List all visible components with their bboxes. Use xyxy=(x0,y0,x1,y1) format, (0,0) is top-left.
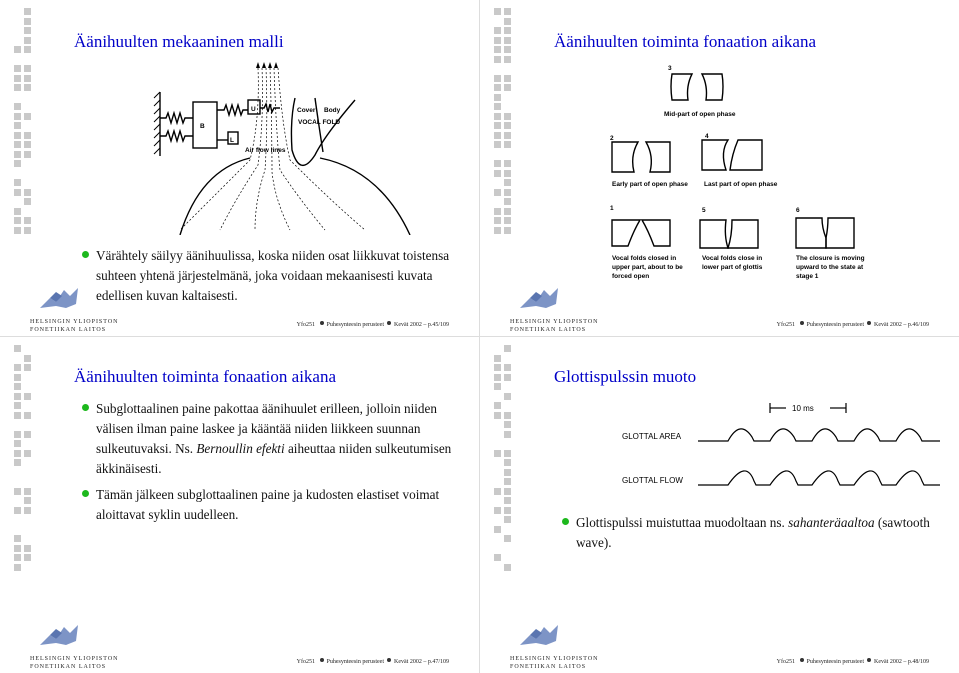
decorative-square xyxy=(14,46,21,53)
decorative-square xyxy=(504,8,511,15)
decorative-square xyxy=(24,113,31,120)
university-name: HELSINGIN YLIOPISTON FONETIIKAN LAITOS xyxy=(510,319,599,333)
decorative-square xyxy=(14,217,21,224)
decorative-square xyxy=(494,160,501,167)
glottal-pulse-figure xyxy=(620,399,950,499)
decorative-square xyxy=(504,497,511,504)
decorative-square xyxy=(504,27,511,34)
decorative-square xyxy=(494,355,501,362)
decorative-square xyxy=(504,469,511,476)
decorative-square xyxy=(494,94,501,101)
decorative-square xyxy=(494,27,501,34)
decorative-square xyxy=(14,84,21,91)
decorative-square xyxy=(494,227,501,234)
decorative-square xyxy=(14,75,21,82)
decorative-square xyxy=(494,8,501,15)
label-u: U xyxy=(251,106,256,113)
decorative-square xyxy=(504,217,511,224)
decorative-square xyxy=(504,75,511,82)
university-name: HELSINGIN YLIOPISTON FONETIIKAN LAITOS xyxy=(30,656,119,670)
slide-title: Äänihuulten toiminta fonaation aikana xyxy=(554,32,817,51)
decorative-square xyxy=(24,431,31,438)
time-scale-label: 10 ms xyxy=(792,404,814,413)
university-logo-icon xyxy=(36,615,82,651)
decorative-square xyxy=(14,545,21,552)
decorative-square xyxy=(494,364,501,371)
decorative-square xyxy=(504,421,511,428)
decorative-square xyxy=(14,132,21,139)
decorative-square xyxy=(24,27,31,34)
decorative-square xyxy=(494,37,501,44)
decorative-square xyxy=(504,488,511,495)
decorative-square xyxy=(504,141,511,148)
caption-6-line2: upward to the state at xyxy=(796,264,864,271)
decorative-square xyxy=(504,507,511,514)
decorative-square xyxy=(494,374,501,381)
stage-5-number: 5 xyxy=(702,207,706,214)
slide-47 xyxy=(0,337,479,673)
bullet-list xyxy=(96,399,456,531)
slide-46 xyxy=(480,0,959,336)
caption-1-line1: Vocal folds closed in xyxy=(612,255,677,262)
university-logo-icon xyxy=(36,278,82,314)
decorative-square xyxy=(24,554,31,561)
mechanical-model-figure xyxy=(140,60,470,235)
decorative-square xyxy=(14,179,21,186)
bullet-icon xyxy=(562,518,569,525)
footer-info: Yfo251 Puhesynteesin perusteet Kevät 2002 – p.45/109 xyxy=(296,322,449,328)
decorative-square xyxy=(494,554,501,561)
bullet-icon xyxy=(82,404,89,411)
decorative-square xyxy=(14,113,21,120)
glottal-flow-label: GLOTTAL FLOW xyxy=(622,476,683,485)
decorative-square xyxy=(14,65,21,72)
footer-info: Yfo251 Puhesynteesin perusteet Kevät 2002 – p.48/109 xyxy=(776,659,929,665)
decorative-square xyxy=(494,122,501,129)
decorative-square xyxy=(494,84,501,91)
decorative-square xyxy=(24,450,31,457)
decorative-square xyxy=(504,227,511,234)
decorative-square xyxy=(504,18,511,25)
decorative-square xyxy=(494,103,501,110)
decorative-square xyxy=(24,217,31,224)
decorative-square xyxy=(14,160,21,167)
decorative-square xyxy=(494,507,501,514)
bullet-item: Subglottaalinen paine pakottaa äänihuulet erilleen, jolloin niiden välisen ilman paine laskee ja kääntää niiden liikkeen suunnan sulkeutuvaksi. Ns. Bernoullin efekti aiheuttaa niiden sulkeutumisen äkkinäisesti. xyxy=(96,399,456,479)
decorative-square xyxy=(504,478,511,485)
decorative-square xyxy=(504,516,511,523)
decorative-square xyxy=(24,488,31,495)
bullet-item: Glottispulssi muistuttaa muodoltaan ns. sahanteräaaltoa (sawtooth wave). xyxy=(576,513,936,553)
decorative-square xyxy=(14,141,21,148)
caption-5-line1: Vocal folds close in xyxy=(702,255,763,262)
vocal-fold-phases-figure xyxy=(610,60,950,290)
decorative-square xyxy=(494,170,501,177)
label-vocal-fold: VOCAL FOLD xyxy=(298,119,341,126)
caption-6-line3: stage 1 xyxy=(796,273,819,280)
decorative-square xyxy=(24,151,31,158)
bullet-item: Värähtely säilyy äänihuulissa, koska niiden osat liikkuvat toistensa suhteen yhtenä järjestelmänä, joka voidaan mekaanisesti kuvata edellisen kuvan kaltaisesti. xyxy=(96,246,466,306)
decorative-square xyxy=(24,198,31,205)
decorative-square xyxy=(24,545,31,552)
decorative-square xyxy=(24,497,31,504)
decorative-squares xyxy=(494,8,534,233)
caption-6-line1: The closure is moving xyxy=(796,255,865,262)
slide-title: Äänihuulten toiminta fonaation aikana xyxy=(74,367,337,386)
decorative-square xyxy=(494,113,501,120)
decorative-square xyxy=(504,393,511,400)
slide-48 xyxy=(480,337,959,673)
decorative-square xyxy=(24,507,31,514)
decorative-square xyxy=(504,459,511,466)
decorative-squares xyxy=(494,345,534,570)
slide-title: Äänihuulten mekaaninen malli xyxy=(74,32,284,51)
page-number: p.48/109 xyxy=(907,659,929,665)
decorative-square xyxy=(14,364,21,371)
decorative-square xyxy=(14,227,21,234)
decorative-square xyxy=(14,564,21,571)
decorative-square xyxy=(494,46,501,53)
page-number: p.46/109 xyxy=(907,322,929,328)
decorative-square xyxy=(14,374,21,381)
decorative-square xyxy=(14,535,21,542)
decorative-square xyxy=(494,412,501,419)
decorative-square xyxy=(14,459,21,466)
university-logo-icon xyxy=(516,615,562,651)
decorative-square xyxy=(504,345,511,352)
decorative-square xyxy=(14,383,21,390)
decorative-square xyxy=(494,488,501,495)
slide-45 xyxy=(0,0,479,336)
decorative-square xyxy=(504,113,511,120)
caption-mid: Mid-part of open phase xyxy=(664,111,736,118)
bullet-icon xyxy=(82,251,89,258)
decorative-square xyxy=(14,151,21,158)
caption-last: Last part of open phase xyxy=(704,181,778,188)
decorative-square xyxy=(504,170,511,177)
decorative-square xyxy=(504,374,511,381)
label-cover: Cover xyxy=(297,107,316,114)
decorative-square xyxy=(504,364,511,371)
decorative-square xyxy=(24,84,31,91)
slide-title: Glottispulssin muoto xyxy=(554,367,697,386)
university-name: HELSINGIN YLIOPISTON FONETIIKAN LAITOS xyxy=(510,656,599,670)
decorative-square xyxy=(24,227,31,234)
decorative-square xyxy=(504,189,511,196)
page-number: p.47/109 xyxy=(427,659,449,665)
decorative-square xyxy=(504,132,511,139)
decorative-square xyxy=(24,412,31,419)
decorative-square xyxy=(494,208,501,215)
decorative-square xyxy=(14,450,21,457)
decorative-square xyxy=(14,208,21,215)
decorative-square xyxy=(14,103,21,110)
bullet-item: Tämän jälkeen subglottaalinen paine ja kudosten elastiset voimat aloittavat syklin uudelleen. xyxy=(96,485,456,525)
decorative-square xyxy=(504,198,511,205)
caption-1-line2: upper part, about to be xyxy=(612,264,683,271)
caption-1-line3: forced open xyxy=(612,273,650,280)
decorative-square xyxy=(494,75,501,82)
stage-2-number: 2 xyxy=(610,135,614,142)
decorative-square xyxy=(504,46,511,53)
footer-info: Yfo251 Puhesynteesin perusteet Kevät 2002 – p.46/109 xyxy=(776,322,929,328)
decorative-square xyxy=(504,450,511,457)
decorative-square xyxy=(24,18,31,25)
decorative-square xyxy=(14,507,21,514)
decorative-square xyxy=(14,189,21,196)
university-name: HELSINGIN YLIOPISTON FONETIIKAN LAITOS xyxy=(30,319,119,333)
decorative-square xyxy=(504,84,511,91)
decorative-square xyxy=(24,65,31,72)
decorative-square xyxy=(24,393,31,400)
decorative-square xyxy=(14,440,21,447)
label-l: L xyxy=(230,137,234,144)
decorative-square xyxy=(24,8,31,15)
decorative-square xyxy=(494,56,501,63)
decorative-square xyxy=(494,189,501,196)
decorative-square xyxy=(504,56,511,63)
university-logo-icon xyxy=(516,278,562,314)
decorative-square xyxy=(494,383,501,390)
decorative-square xyxy=(24,189,31,196)
stage-4-number: 4 xyxy=(705,133,709,140)
decorative-square xyxy=(14,345,21,352)
decorative-square xyxy=(504,535,511,542)
stage-3-number: 3 xyxy=(668,65,672,72)
decorative-square xyxy=(14,488,21,495)
label-body: Body xyxy=(324,107,341,114)
decorative-square xyxy=(14,122,21,129)
caption-5-line2: lower part of glottis xyxy=(702,264,763,271)
decorative-square xyxy=(24,46,31,53)
bullet-list xyxy=(96,246,466,312)
decorative-square xyxy=(494,132,501,139)
stage-6-number: 6 xyxy=(796,207,800,214)
decorative-square xyxy=(504,122,511,129)
decorative-square xyxy=(504,564,511,571)
label-air-flow: Air flow lines xyxy=(245,147,286,154)
decorative-square xyxy=(494,450,501,457)
decorative-square xyxy=(504,431,511,438)
decorative-square xyxy=(494,526,501,533)
decorative-square xyxy=(24,75,31,82)
decorative-square xyxy=(14,431,21,438)
decorative-square xyxy=(14,412,21,419)
decorative-square xyxy=(14,393,21,400)
decorative-square xyxy=(24,141,31,148)
decorative-square xyxy=(504,160,511,167)
decorative-square xyxy=(504,37,511,44)
decorative-square xyxy=(14,554,21,561)
decorative-squares xyxy=(14,8,54,233)
decorative-square xyxy=(494,141,501,148)
bullet-icon xyxy=(82,490,89,497)
decorative-square xyxy=(504,208,511,215)
page-number: p.45/109 xyxy=(427,322,449,328)
decorative-square xyxy=(14,402,21,409)
stage-1-number: 1 xyxy=(610,205,614,212)
decorative-square xyxy=(24,132,31,139)
decorative-square xyxy=(494,217,501,224)
decorative-square xyxy=(24,364,31,371)
bullet-list xyxy=(576,513,936,559)
decorative-square xyxy=(494,402,501,409)
decorative-square xyxy=(504,179,511,186)
decorative-square xyxy=(24,355,31,362)
decorative-squares xyxy=(14,345,54,570)
footer-info: Yfo251 Puhesynteesin perusteet Kevät 2002 – p.47/109 xyxy=(296,659,449,665)
label-b: B xyxy=(200,123,205,130)
decorative-square xyxy=(24,37,31,44)
glottal-area-label: GLOTTAL AREA xyxy=(622,432,682,441)
decorative-square xyxy=(504,412,511,419)
caption-early: Early part of open phase xyxy=(612,181,688,188)
